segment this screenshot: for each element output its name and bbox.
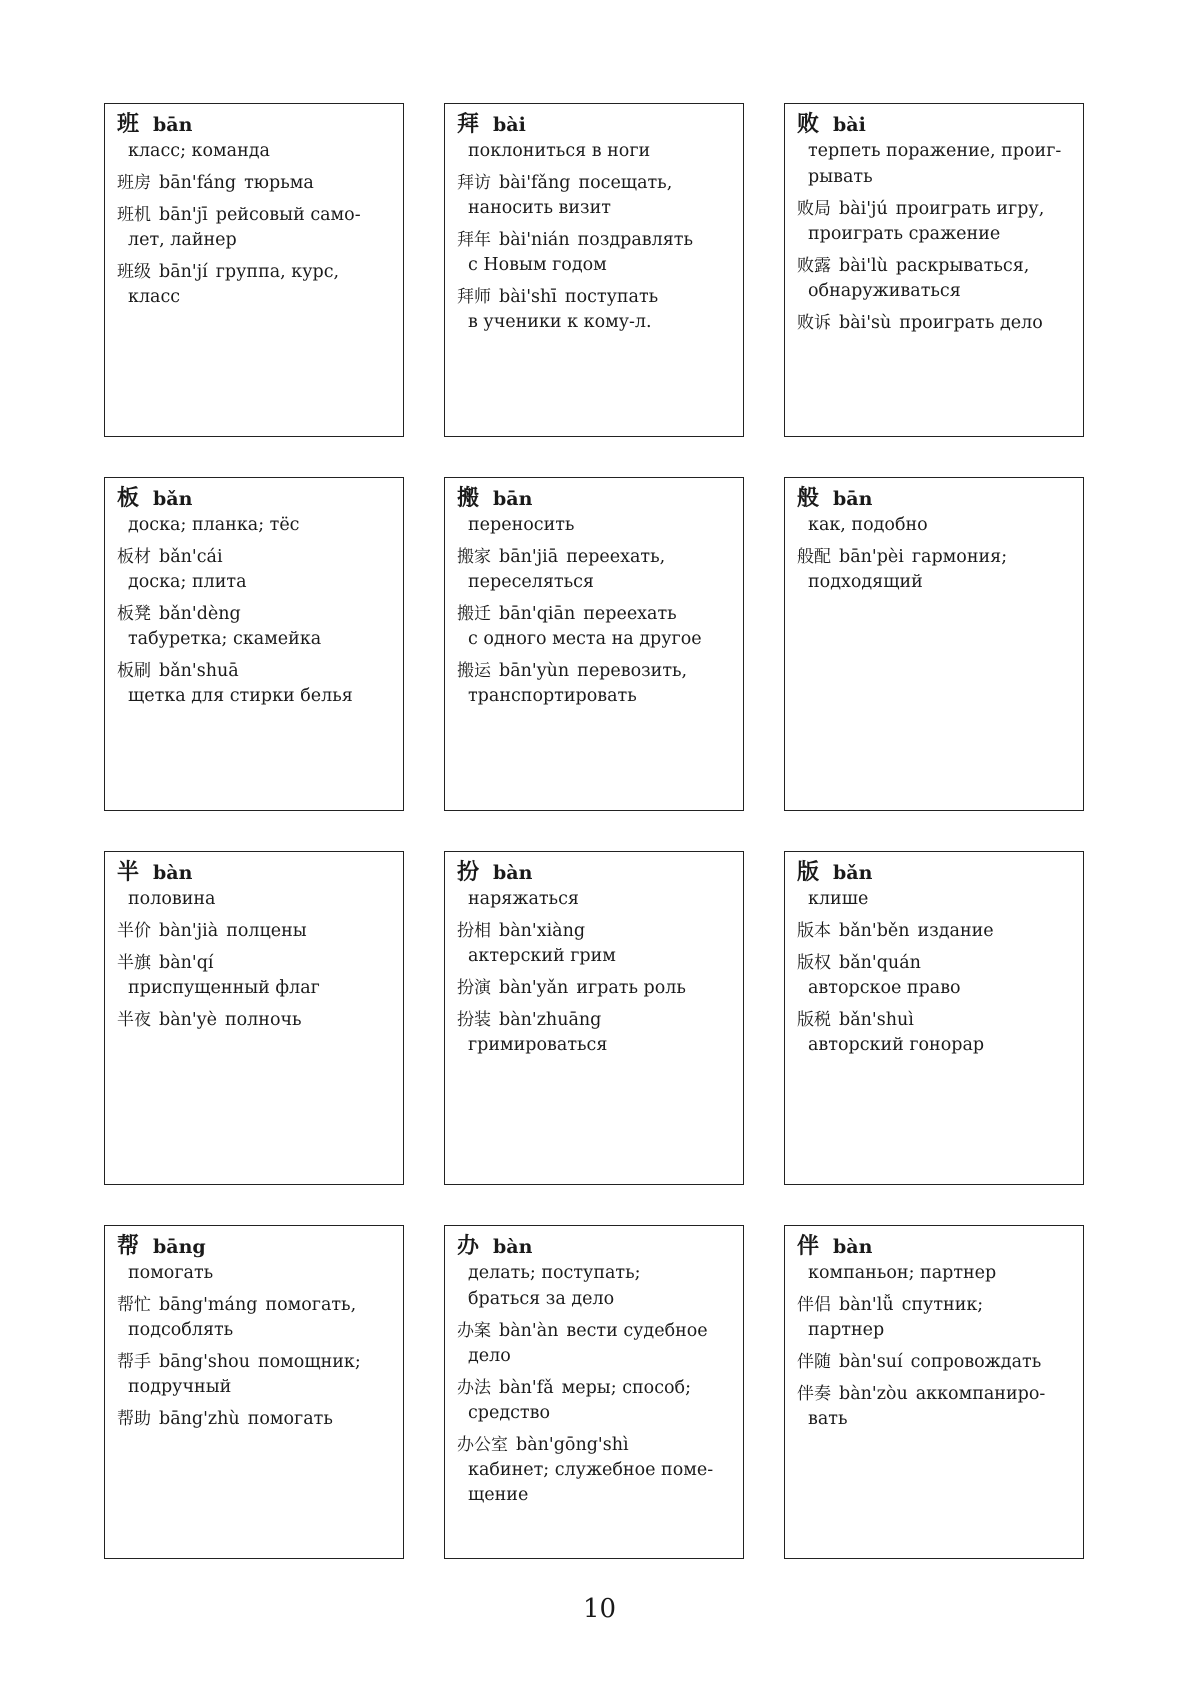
entry-translation-continued: вать (808, 1409, 848, 1429)
entry-translation: проиграть дело (899, 313, 1043, 333)
dictionary-card (444, 103, 744, 437)
entry-translation: посещать, (578, 173, 673, 193)
card-hanzi: 伴 (797, 1234, 820, 1259)
entry-word: 扮演 (457, 978, 491, 998)
entry-translation: поступать (564, 287, 659, 307)
card-header (457, 112, 731, 138)
entry-pinyin: bàn'fǎ (499, 1378, 554, 1398)
entry-pinyin: bān'jiā (499, 547, 559, 567)
entry-translation-continued: подсоблять (128, 1320, 234, 1340)
dictionary-card (104, 851, 404, 1185)
card-pinyin: bān (153, 114, 193, 136)
card-hanzi: 扮 (457, 860, 480, 885)
entry-pinyin: bāng'shou (159, 1352, 250, 1372)
entry-word: 班机 (117, 205, 151, 225)
entry-translation-continued: актерский грим (468, 946, 616, 966)
entry-pinyin: bǎn'běn (839, 921, 910, 941)
compound-entry (117, 919, 391, 944)
entry-translation: поздравлять (577, 230, 693, 250)
entry-word: 版权 (797, 953, 831, 973)
entry-translation: меры; способ; (561, 1378, 691, 1398)
entry-word: 扮相 (457, 921, 491, 941)
entry-translation-continued: подручный (128, 1377, 232, 1397)
dictionary-card (444, 477, 744, 811)
entry-word: 拜年 (457, 230, 491, 250)
entry-translation: издание (917, 921, 994, 941)
entry-translation: раскрываться, (895, 256, 1030, 276)
compound-entry (457, 659, 731, 709)
card-header (457, 486, 731, 512)
card-hanzi: 办 (457, 1234, 480, 1259)
entry-translation: полночь (224, 1010, 302, 1030)
entry-pinyin: bān'fáng (159, 173, 237, 193)
entry-pinyin: bài'sù (839, 313, 892, 333)
entry-word: 伴随 (797, 1352, 831, 1372)
entry-pinyin: bài'fǎng (499, 173, 571, 193)
card-meaning: переносить (468, 515, 575, 535)
card-meaning: как, подобно (808, 515, 928, 535)
card-hanzi: 半 (117, 860, 140, 885)
entry-translation: аккомпаниро- (915, 1384, 1046, 1404)
entry-word: 败露 (797, 256, 831, 276)
compound-entry (117, 951, 391, 1001)
entry-translation-continued: подходящий (808, 572, 923, 592)
entry-translation-continued: кабинет; служебное поме- щение (468, 1460, 714, 1505)
compound-entry (457, 228, 731, 278)
compound-entry (797, 1350, 1071, 1375)
card-hanzi: 版 (797, 860, 820, 885)
entry-translation-continued: класс (128, 287, 181, 307)
entry-word: 拜访 (457, 173, 491, 193)
entry-pinyin: bàn'xiàng (499, 921, 586, 941)
card-hanzi: 帮 (117, 1234, 140, 1259)
compound-entry (117, 260, 391, 310)
entry-translation-continued: лет, лайнер (128, 230, 237, 250)
compound-entry (117, 1350, 391, 1400)
entry-translation: переехать, (566, 547, 666, 567)
dictionary-card (784, 103, 1084, 437)
entry-pinyin: bǎn'shuì (839, 1010, 914, 1030)
entry-translation: рейсовый само- (215, 205, 361, 225)
entry-translation: полцены (226, 921, 307, 941)
entry-word: 半旗 (117, 953, 151, 973)
entry-translation-continued: приспущенный флаг (128, 978, 320, 998)
card-hanzi: 败 (797, 112, 820, 137)
entry-word: 板刷 (117, 661, 151, 681)
dictionary-card (784, 477, 1084, 811)
compound-entry (117, 1293, 391, 1343)
entry-word: 搬运 (457, 661, 491, 681)
entry-translation-continued: с одного места на другое (468, 629, 702, 649)
entry-pinyin: bàn'qí (159, 953, 214, 973)
entry-translation-continued: партнер (808, 1320, 885, 1340)
entry-translation: спутник; (901, 1295, 984, 1315)
entry-pinyin: bǎn'dèng (159, 604, 241, 624)
compound-entry (797, 1008, 1071, 1058)
card-header (117, 860, 391, 886)
compound-entry (797, 919, 1071, 944)
card-header (797, 1234, 1071, 1260)
dictionary-card (444, 1225, 744, 1559)
page-number: 10 (582, 1594, 617, 1624)
card-header (117, 112, 391, 138)
entry-translation-continued: наносить визит (468, 198, 611, 218)
entry-pinyin: bàn'yǎn (499, 978, 569, 998)
entry-pinyin: bài'jú (839, 199, 888, 219)
entry-pinyin: bài'nián (499, 230, 570, 250)
entry-translation: проиграть игру, (895, 199, 1045, 219)
card-hanzi: 板 (117, 486, 140, 511)
card-meaning: доска; планка; тёс (128, 515, 300, 535)
compound-entry (797, 197, 1071, 247)
entry-word: 拜师 (457, 287, 491, 307)
entry-word: 搬家 (457, 547, 491, 567)
entry-word: 伴奏 (797, 1384, 831, 1404)
entry-translation-continued: проиграть сражение (808, 224, 1001, 244)
entry-translation: вести судебное (566, 1321, 708, 1341)
entry-pinyin: bān'pèi (839, 547, 904, 567)
card-meaning: клише (808, 889, 869, 909)
card-pinyin: bān (493, 488, 533, 510)
entry-word: 帮手 (117, 1352, 151, 1372)
entry-pinyin: bàn'lǚ (839, 1295, 894, 1315)
entry-word: 败局 (797, 199, 831, 219)
card-pinyin: bǎn (153, 488, 193, 510)
compound-entry (117, 1008, 391, 1033)
card-pinyin: bān (833, 488, 873, 510)
dictionary-card (104, 1225, 404, 1559)
entry-pinyin: bài'lù (839, 256, 888, 276)
entry-pinyin: bàn'yè (159, 1010, 217, 1030)
card-hanzi: 班 (117, 112, 140, 137)
entry-word: 扮装 (457, 1010, 491, 1030)
compound-entry (797, 1382, 1071, 1432)
card-meaning: наряжаться (468, 889, 579, 909)
card-pinyin: bàn (153, 862, 193, 884)
card-pinyin: bàn (493, 1236, 533, 1258)
compound-entry (797, 254, 1071, 304)
card-meaning: половина (128, 889, 216, 909)
entry-pinyin: bàn'zhuāng (499, 1010, 602, 1030)
compound-entry (457, 1376, 731, 1426)
entry-translation-continued: дело (468, 1346, 511, 1366)
entry-translation: переехать (583, 604, 677, 624)
compound-entry (797, 545, 1071, 595)
entry-pinyin: bān'qiān (499, 604, 576, 624)
entry-pinyin: bāng'zhù (159, 1409, 240, 1429)
card-meaning: помогать (128, 1263, 214, 1283)
entry-pinyin: bǎn'cái (159, 547, 223, 567)
entry-word: 办公室 (457, 1435, 508, 1455)
entry-pinyin: bàn'suí (839, 1352, 903, 1372)
entry-word: 板凳 (117, 604, 151, 624)
compound-entry (457, 1319, 731, 1369)
entry-pinyin: bàn'àn (499, 1321, 559, 1341)
card-hanzi: 搬 (457, 486, 480, 511)
compound-entry (797, 311, 1071, 336)
entry-word: 版本 (797, 921, 831, 941)
entry-translation-continued: гримироваться (468, 1035, 608, 1055)
entry-translation: тюрьма (244, 173, 314, 193)
compound-entry (457, 171, 731, 221)
card-hanzi: 般 (797, 486, 820, 511)
dictionary-card (444, 851, 744, 1185)
compound-entry (457, 602, 731, 652)
entry-pinyin: bàn'gōng'shì (516, 1435, 629, 1455)
dictionary-card (104, 103, 404, 437)
card-hanzi: 拜 (457, 112, 480, 137)
card-pinyin: bài (493, 114, 526, 136)
compound-entry (117, 203, 391, 253)
card-header (797, 860, 1071, 886)
compound-entry (457, 1433, 731, 1508)
compound-entry (797, 951, 1071, 1001)
compound-entry (457, 919, 731, 969)
compound-entry (117, 171, 391, 196)
dictionary-card (104, 477, 404, 811)
entry-translation: сопровождать (910, 1352, 1042, 1372)
card-header (457, 860, 731, 886)
entry-pinyin: bàn'jià (159, 921, 219, 941)
entry-translation-continued: табуретка; скамейка (128, 629, 322, 649)
entry-pinyin: bǎn'shuā (159, 661, 239, 681)
entry-word: 班房 (117, 173, 151, 193)
card-meaning: компаньон; партнер (808, 1263, 997, 1283)
entry-translation: помогать (247, 1409, 333, 1429)
entry-word: 半价 (117, 921, 151, 941)
card-pinyin: bài (833, 114, 866, 136)
entry-translation-continued: щетка для стирки белья (128, 686, 353, 706)
compound-entry (117, 602, 391, 652)
entry-pinyin: bàn'zòu (839, 1384, 908, 1404)
entry-translation-continued: в ученики к кому-л. (468, 312, 652, 332)
card-meaning: терпеть поражение, проиг- рывать (808, 141, 1062, 187)
entry-translation: гармония; (911, 547, 1008, 567)
compound-entry (457, 545, 731, 595)
dictionary-card (784, 1225, 1084, 1559)
entry-word: 半夜 (117, 1010, 151, 1030)
entry-translation-continued: обнаруживаться (808, 281, 961, 301)
card-header (457, 1234, 731, 1260)
entry-word: 板材 (117, 547, 151, 567)
entry-pinyin: bài'shī (499, 287, 557, 307)
compound-entry (117, 659, 391, 709)
entry-translation-continued: с Новым годом (468, 255, 607, 275)
entry-word: 班级 (117, 262, 151, 282)
card-header (797, 486, 1071, 512)
entry-word: 办法 (457, 1378, 491, 1398)
compound-entry (457, 976, 731, 1001)
entry-pinyin: bān'yùn (499, 661, 570, 681)
compound-entry (117, 1407, 391, 1432)
entry-pinyin: bǎn'quán (839, 953, 921, 973)
entry-word: 办案 (457, 1321, 491, 1341)
entry-translation: группа, курс, (215, 262, 340, 282)
compound-entry (457, 1008, 731, 1058)
entry-word: 败诉 (797, 313, 831, 333)
entry-word: 伴侣 (797, 1295, 831, 1315)
card-grid (104, 103, 1084, 1559)
dictionary-card (784, 851, 1084, 1185)
card-meaning: делать; поступать; браться за дело (468, 1263, 641, 1309)
card-meaning: класс; команда (128, 141, 270, 161)
entry-word: 般配 (797, 547, 831, 567)
entry-translation: перевозить, (577, 661, 688, 681)
entry-translation-continued: средство (468, 1403, 551, 1423)
entry-word: 帮助 (117, 1409, 151, 1429)
entry-pinyin: bāng'máng (159, 1295, 258, 1315)
entry-pinyin: bān'jí (159, 262, 208, 282)
entry-translation-continued: переселяться (468, 572, 594, 592)
entry-translation-continued: транспортировать (468, 686, 637, 706)
card-meaning: поклониться в ноги (468, 141, 651, 161)
card-header (117, 1234, 391, 1260)
compound-entry (117, 545, 391, 595)
entry-word: 搬迁 (457, 604, 491, 624)
card-pinyin: bàn (833, 1236, 873, 1258)
entry-translation: помогать, (265, 1295, 357, 1315)
compound-entry (797, 1293, 1071, 1343)
entry-translation: играть роль (576, 978, 686, 998)
compound-entry (457, 285, 731, 335)
card-header (117, 486, 391, 512)
card-header (797, 112, 1071, 138)
card-pinyin: bǎn (833, 862, 873, 884)
card-pinyin: bāng (153, 1236, 206, 1258)
entry-translation-continued: авторское право (808, 978, 961, 998)
card-pinyin: bàn (493, 862, 533, 884)
entry-word: 帮忙 (117, 1295, 151, 1315)
entry-pinyin: bān'jī (159, 205, 208, 225)
entry-translation-continued: доска; плита (128, 572, 247, 592)
entry-word: 版税 (797, 1010, 831, 1030)
entry-translation: помощник; (257, 1352, 361, 1372)
entry-translation-continued: авторский гонорар (808, 1035, 985, 1055)
